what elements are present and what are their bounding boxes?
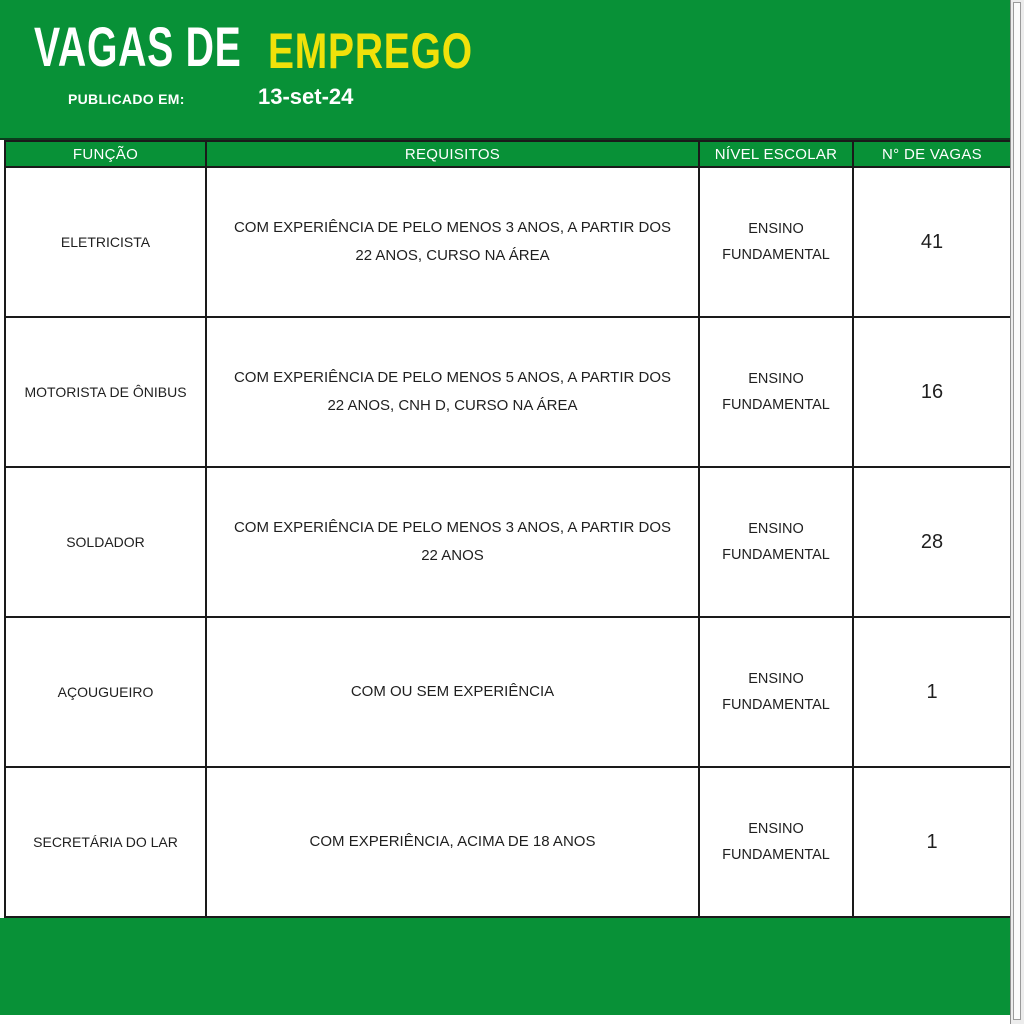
nivel-escolar-cell: ENSINO FUNDAMENTAL: [699, 317, 853, 467]
requisitos-cell: COM EXPERIÊNCIA, ACIMA DE 18 ANOS: [206, 767, 699, 917]
vertical-scrollbar[interactable]: [1010, 0, 1024, 1024]
footer-banner: [0, 918, 1010, 1015]
jobs-table: [4, 140, 1012, 918]
column-header-nivel-escolar: NÍVEL ESCOLAR: [699, 141, 853, 167]
nivel-escolar-cell: ENSINO FUNDAMENTAL: [699, 767, 853, 917]
vagas-cell: 1: [853, 767, 1011, 917]
vagas-cell: 41: [853, 167, 1011, 317]
column-header-funcao: FUNÇÃO: [5, 141, 206, 167]
funcao-cell: SECRETÁRIA DO LAR: [5, 767, 206, 917]
funcao-cell: SOLDADOR: [5, 467, 206, 617]
column-header-requisitos: REQUISITOS: [206, 141, 699, 167]
published-date: 13-set-24: [258, 84, 354, 109]
nivel-escolar-cell: ENSINO FUNDAMENTAL: [699, 617, 853, 767]
table-header-row: [5, 141, 1011, 167]
title-emprego: EMPREGO: [268, 23, 473, 79]
table-row: [5, 617, 1011, 767]
published-label: PUBLICADO EM:: [68, 91, 185, 107]
nivel-escolar-cell: ENSINO FUNDAMENTAL: [699, 167, 853, 317]
table-row: [5, 467, 1011, 617]
vagas-cell: 1: [853, 617, 1011, 767]
nivel-escolar-cell: ENSINO FUNDAMENTAL: [699, 467, 853, 617]
table-row: [5, 167, 1011, 317]
scrollbar-thumb[interactable]: [1013, 2, 1021, 1020]
requisitos-cell: COM EXPERIÊNCIA DE PELO MENOS 3 ANOS, A PARTIR DOS 22 ANOS: [206, 467, 699, 617]
title-vagas-de: VAGAS DE: [34, 15, 242, 78]
header-banner: [0, 0, 1010, 140]
requisitos-cell: COM EXPERIÊNCIA DE PELO MENOS 3 ANOS, A PARTIR DOS 22 ANOS, CURSO NA ÁREA: [206, 167, 699, 317]
vagas-cell: 16: [853, 317, 1011, 467]
requisitos-cell: COM OU SEM EXPERIÊNCIA: [206, 617, 699, 767]
funcao-cell: MOTORISTA DE ÔNIBUS: [5, 317, 206, 467]
funcao-cell: ELETRICISTA: [5, 167, 206, 317]
table-row: [5, 767, 1011, 917]
vagas-cell: 28: [853, 467, 1011, 617]
column-header-n-de-vagas: N° DE VAGAS: [853, 141, 1011, 167]
table-row: [5, 317, 1011, 467]
requisitos-cell: COM EXPERIÊNCIA DE PELO MENOS 5 ANOS, A PARTIR DOS 22 ANOS, CNH D, CURSO NA ÁREA: [206, 317, 699, 467]
funcao-cell: AÇOUGUEIRO: [5, 617, 206, 767]
